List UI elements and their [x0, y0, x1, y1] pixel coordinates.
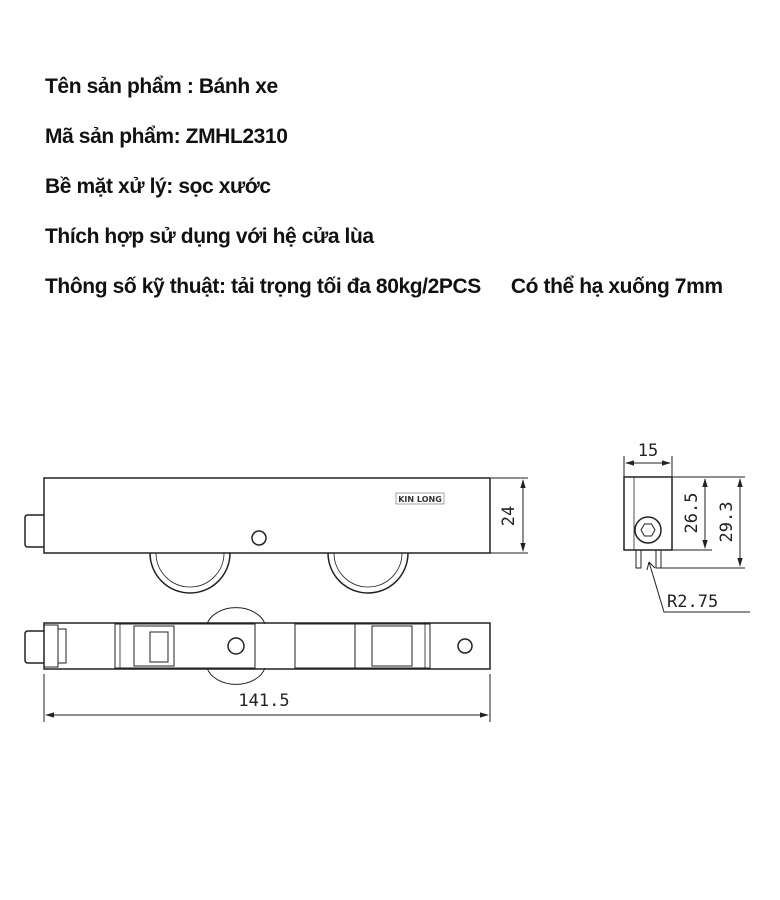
- product-name: Tên sản phẩm : Bánh xe: [45, 75, 278, 98]
- side-body: [624, 477, 672, 550]
- front-end-cap: [25, 515, 44, 547]
- usage: Thích hợp sử dụng với hệ cửa lùa: [45, 225, 374, 248]
- front-body: [44, 478, 490, 553]
- brand-mark: KIN LONG: [398, 495, 442, 504]
- top-body: [44, 623, 490, 669]
- surface-finish: Bề mặt xử lý: sọc xước: [45, 175, 271, 198]
- load-capacity: Thông số kỹ thuật: tải trọng tối đa 80kg/2PCS: [45, 275, 481, 298]
- dim-length: 141.5: [238, 691, 290, 711]
- lowering-spec: Có thể hạ xuống 7mm: [510, 275, 723, 298]
- dim-total-height: 29.3: [717, 501, 737, 543]
- product-code: Mã sản phẩm: ZMHL2310: [45, 125, 288, 148]
- front-view: [25, 478, 528, 593]
- top-end-cap: [25, 631, 44, 663]
- dim-height: 24: [499, 505, 519, 527]
- dim-radius: R2.75: [667, 592, 719, 612]
- dim-width: 15: [637, 441, 659, 461]
- dim-inner-height: 26.5: [682, 492, 702, 534]
